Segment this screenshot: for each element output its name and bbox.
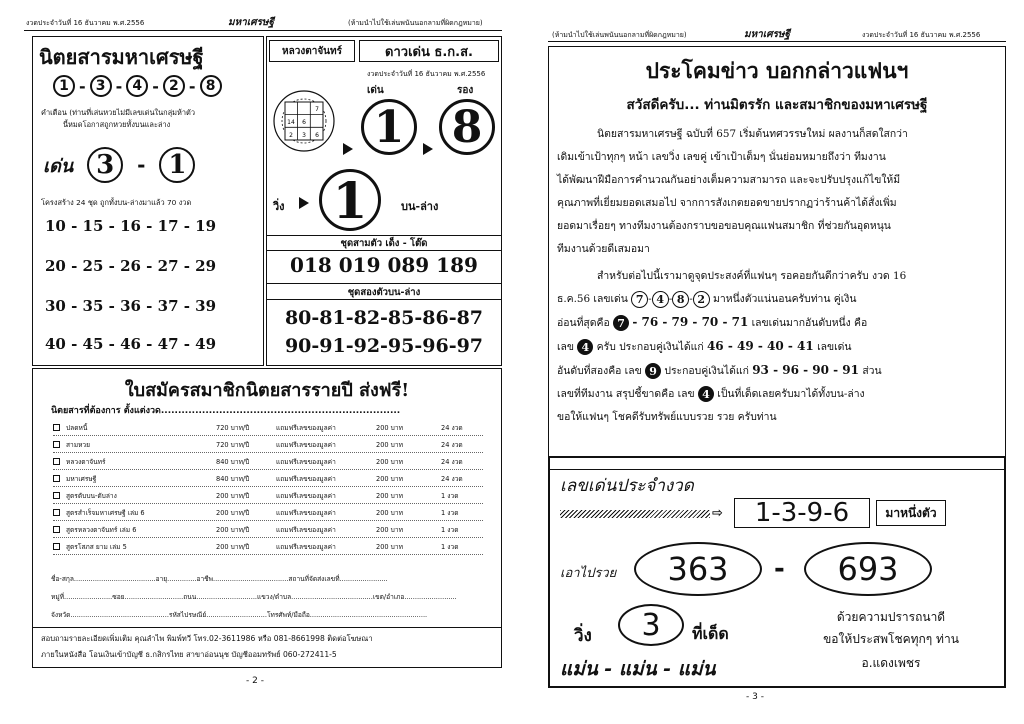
luang-ta-chan-label: หลวงตาจันทร์	[269, 40, 355, 62]
chart-cell: 14	[287, 119, 295, 126]
checkbox[interactable]	[53, 509, 60, 516]
form-title: ใบสมัครสมาชิกนิตยสารรายปี ส่งฟรี!	[124, 380, 410, 401]
magazine-option[interactable]: หลวงตาจันทร์ 840 บาท/ปี แถมฟรีเลขของมูลค่า 200 บาท 24 งวด	[53, 453, 483, 470]
five-digit-set: 1 - 3 - 4 - 2 - 8	[53, 75, 222, 97]
name-field[interactable]: ชื่อ-สกุล.......................................อายุ..............อาชีพ....................................สถานที่จัดส่งเลขที่.......................	[51, 575, 388, 583]
chart-cell: 6	[302, 119, 306, 126]
featured-main-note: มาหนึ่งตัว	[876, 500, 946, 526]
magazine-list	[53, 419, 483, 555]
warning-line-1: คำเตือน (ท่านที่เล่นหวยไม่มีเลขเด่นในกลุ่มห้าตัว	[41, 108, 196, 117]
header-rule	[24, 30, 502, 31]
left-legal-note: (ห้ามนำไปใช้เล่นพนันนอกลามที่ผิดกฎหมาย)	[348, 19, 483, 27]
two-digit-sets-2: 90-91-92-95-96-97	[284, 335, 484, 357]
page-number-right: - 3 -	[746, 692, 764, 702]
checkbox[interactable]	[53, 526, 60, 533]
wish-line-1: ด้วยความปรารถนาดี	[836, 610, 946, 624]
magazine-option[interactable]: สูตรสำเร็จมหาเศรษฐี เล่ม 6 200 บาท/ปี แถมฟรีเลขของมูลค่า 200 บาท 1 งวด	[53, 504, 483, 521]
checkbox[interactable]	[53, 458, 60, 465]
pair-label: เอาไปรวย	[560, 566, 617, 581]
digit-circle: 4	[126, 75, 148, 97]
wing-note: ที่เด็ด	[692, 624, 729, 643]
dao-den-label: ดาวเด่น ธ.ก.ส.	[359, 40, 499, 62]
chart-cell: 3	[302, 132, 306, 139]
rong-label: รอง	[457, 85, 474, 96]
structure-note: โครงสร้าง 24 ชุด ถูกทั้งบน-ล่างมาแล้ว 70 งวด	[41, 198, 192, 207]
arrow-icon	[343, 143, 353, 155]
right-brand: มหาเศรษฐี	[744, 29, 791, 40]
den-label: เด่น	[367, 85, 384, 96]
luang-ta-chan-box	[266, 36, 502, 366]
digit-circle: 2	[163, 75, 185, 97]
warning-line-2: นี้หมดโอกาสถูกหวยทั้งบนและล่าง	[63, 120, 171, 129]
right-issue-date: งวดประจำวันที่ 16 ธันวาคม พ.ศ.2556	[862, 31, 981, 39]
digit-circle: 4	[652, 291, 669, 308]
digit-circle: 8	[200, 75, 222, 97]
magazine-option[interactable]: สูตรหลวงตาจันทร์ เล่ม 6 200 บาท/ปี แถมฟรีเลขของมูลค่า 200 บาท 1 งวด	[53, 521, 483, 538]
bon-lang-label: บน-ล่าง	[401, 200, 439, 213]
magazine-option[interactable]: มหาเศรษฐี 840 บาท/ปี แถมฟรีเลขของมูลค่า 200 บาท 24 งวด	[53, 470, 483, 487]
magazine-title: นิตยสารมหาเศรษฐี	[39, 45, 204, 69]
number-row: 10 - 15 - 16 - 17 - 19	[45, 217, 217, 235]
left-page	[10, 8, 510, 713]
wish-line-2: ขอให้ประสพโชคทุกๆ ท่าน	[823, 632, 959, 646]
two-digit-title: ชุดสองตัวบน-ล่าง	[347, 287, 421, 298]
checkbox[interactable]	[53, 441, 60, 448]
left-issue-date: งวดประจำวันที่ 16 ธันวาคม พ.ศ.2556	[26, 19, 145, 27]
subscription-form	[32, 368, 502, 668]
right-page	[512, 8, 1018, 713]
address-field[interactable]: หมู่ที่.......................ซอย............................ถนน.............................แขวง/ตำบล.......................................เขต/อำเภอ.........................	[51, 593, 457, 601]
arrow-icon	[299, 197, 309, 209]
checkbox[interactable]	[53, 543, 60, 550]
author-signature: อ.แดงเพชร	[861, 656, 921, 670]
chart-cell: 6	[315, 132, 319, 139]
magazine-option[interactable]: ปลดหนี้ 720 บาท/ปี แถมฟรีเลขของมูลค่า 200 บาท 24 งวด	[53, 419, 483, 436]
pair-number-1: 363	[634, 542, 762, 596]
lead-digit-1: 3	[87, 147, 123, 183]
den-number: 1	[361, 99, 417, 155]
chart-cell: 2	[289, 132, 293, 139]
number-row: 30 - 35 - 36 - 37 - 39	[45, 297, 217, 315]
arrow-icon: ⇨	[712, 506, 723, 521]
wing-label-right: วิ่ง	[574, 626, 592, 646]
magazine-option[interactable]: สามหวย 720 บาท/ปี แถมฟรีเลขของมูลค่า 200 บาท 24 งวด	[53, 436, 483, 453]
featured-label: เลขเด่นประจำงวด	[560, 476, 694, 496]
paragraph-2: สำหรับต่อไปนี้เรามาดูจุดประสงค์ที่แฟนๆ รอคอยกันดีกว่าครับ งวด 16 ธ.ค.56 เลขเด่น 7 - 4 - 8 - 2 มาหนึ่งตัวแน่นอนครับท่าน คู่เงิน อ่อนที่สุดคือ 7 - 76 - 79 - 70 - 71 เลขเด่นมากอันดับหนึ่ง คือ เลข 4 ครับ ประกอบคู่เงินได้แก่ 46 - 49 - 40 - 41 เลขเด่น อันดับที่สองคือ เลข 9 ประกอบคู่เงินได้แก่ 93 - 96 - 90 - 91 ส่วน เลขที่ทีมงาน สรุปชี้ขาดคือ เลข 4 เป็นที่เด็ดเลยครับมาได้ทั้งบน-ล่าง ขอให้แฟนๆ โชคดีรับทรัพย์แบบรวย รวย ครับท่าน	[557, 270, 907, 423]
chart-cell: 7	[315, 106, 319, 113]
wing-number-right: 3	[618, 604, 684, 646]
right-legal-note: (ห้ามนำไปใช้เล่นพนันนอกลามที่ผิดกฎหมาย)	[552, 31, 687, 39]
hatch-bar	[560, 510, 710, 518]
two-digit-sets-1: 80-81-82-85-86-87	[284, 307, 484, 329]
digit-circle: 1	[53, 75, 75, 97]
featured-numbers-box	[548, 456, 1006, 688]
contact-line-1: สอบถามรายละเอียดเพิ่มเติม คุณลำไพ พิมพ์ทวี โทร.02-3611986 หรือ 081-8661998 ติดต่อโฆษณา	[41, 634, 373, 643]
wing-number: 1	[319, 169, 381, 231]
magazine-option[interactable]: สูตรโสภส ยาม เล่ม 5 200 บาท/ปี แถมฟรีเลขของมูลค่า 200 บาท 1 งวด	[53, 538, 483, 555]
digit-circle: 8	[672, 291, 689, 308]
digit-circle: 7	[631, 291, 648, 308]
pair-separator: -	[774, 554, 785, 584]
three-digit-title: ชุดสามตัว เด็ง - โต๊ด	[340, 238, 428, 249]
checkbox[interactable]	[53, 424, 60, 431]
announcement-box	[548, 46, 1006, 470]
mid-issue-date: งวดประจำวันที่ 16 ธันวาคม พ.ศ.2556	[367, 70, 486, 78]
arrow-icon	[423, 143, 433, 155]
province-field[interactable]: จังหวัด...............................................รหัสไปรษณีย์.............................โทรศัพท์/มือถือ........................................................	[51, 611, 428, 619]
lead-digit-2: 1	[159, 147, 195, 183]
contact-line-2: ภายในหนังสือ โอนเงินเข้าบัญชี ธ.กสิกรไทย สาขาอ่อนนุช บัญชีออมทรัพย์ 060-272411-5	[41, 650, 337, 659]
announcement-title: ประโคมข่าว บอกกล่าวแฟนฯ	[645, 58, 909, 83]
digit-badge: 4	[577, 339, 593, 355]
checkbox[interactable]	[53, 475, 60, 482]
rong-number: 8	[439, 99, 495, 155]
lead-numbers: เด่น 3 - 1	[43, 147, 195, 183]
checkbox[interactable]	[53, 492, 60, 499]
digit-circle: 2	[693, 291, 710, 308]
paragraph-1: นิตยสารมหาเศรษฐี ฉบับที่ 657 เริ่มต้นทศวรรษใหม่ ผลงานก็สดใสกว่า เดิมเข้าเป้าทุกๆ หน้า เลขวิ่ง เลขคู่ เข้าเป้าเต็มๆ นั่นย่อมหมายถึงว่า ทีมงาน ได้พัฒนาฝีมือการคำนวณกันอย่างเต็มความสามารถ และจะปรับปรุงแก้ไขให้มี คุณภาพที่เยี่ยมยอดเสมอไป จากการสังเกตยอดขายปรากฏว่าร้านค้าได้สั่งเพิ่ม ยอดมาเรื่อยๆ ทางทีมงานต้องกราบขอขอบคุณแฟนสมาชิก ที่ช่วยกันอุดหนุน ทีมงานด้วยดีเสมอมา	[557, 128, 908, 255]
lucky-numbers-box	[32, 36, 264, 366]
digit-badge: 7	[613, 315, 629, 331]
announcement-subtitle: สวัสดีครับ... ท่านมิตรรัก และสมาชิกของมหาเศรษฐี	[626, 97, 928, 113]
digit-circle: 3	[90, 75, 112, 97]
form-subtitle: นิตยสารที่ต้องการ ตั้งแต่งวด......................................................................	[51, 406, 401, 416]
magazine-option[interactable]: สูตรตับบน-ตับล่าง 200 บาท/ปี แถมฟรีเลขของมูลค่า 200 บาท 1 งวด	[53, 487, 483, 504]
wing-label: วิ่ง	[273, 200, 285, 213]
page-number-left: - 2 -	[246, 676, 264, 686]
pair-number-2: 693	[804, 542, 932, 596]
three-digit-sets: 018 019 089 189	[290, 253, 478, 277]
astrology-chart	[271, 75, 337, 167]
slogan: แม่น - แม่น - แม่น	[560, 658, 716, 680]
lead-label: เด่น	[43, 155, 74, 177]
digit-badge: 9	[645, 363, 661, 379]
featured-main-numbers: 1-3-9-6	[734, 498, 870, 528]
number-row: 40 - 45 - 46 - 47 - 49	[45, 335, 217, 353]
number-row: 20 - 25 - 26 - 27 - 29	[45, 257, 217, 275]
digit-badge: 4	[698, 386, 714, 402]
left-brand: มหาเศรษฐี	[228, 17, 275, 28]
